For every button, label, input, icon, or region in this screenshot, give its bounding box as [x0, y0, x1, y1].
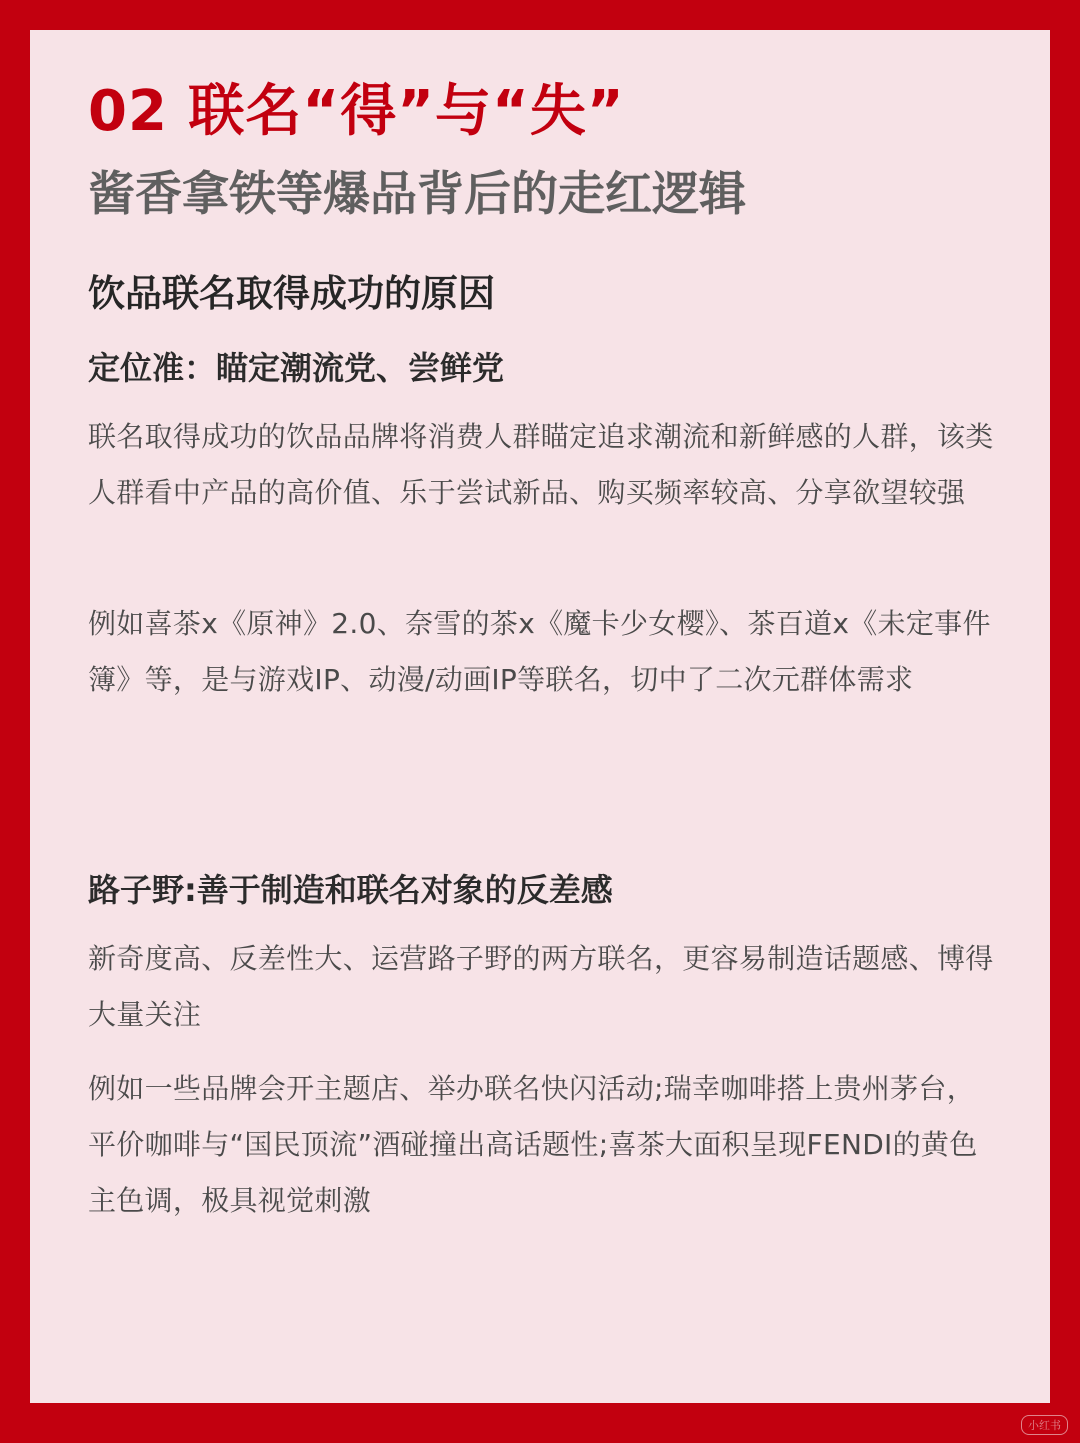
page-subtitle: 酱香拿铁等爆品背后的走红逻辑: [88, 167, 746, 222]
point2-paragraph-2: 例如一些品牌会开主题店、举办联名快闪活动;瑞幸咖啡搭上贵州茅台，平价咖啡与“国民顶流”酒碰撞出高话题性;喜茶大面积呈现FENDI的黄色主色调，极具视觉刺激: [88, 1072, 978, 1217]
point1-paragraph-1: 联名取得成功的饮品品牌将消费人群瞄定追求潮流和新鲜感的人群，该类人群看中产品的高价值、乐于尝试新品、购买频率较高、分享欲望较强: [88, 420, 994, 509]
content-card: [30, 30, 1050, 1403]
point1-heading: 定位准：瞄定潮流党、尝鲜党: [88, 349, 505, 387]
section-heading: 饮品联名取得成功的原因: [88, 272, 495, 315]
watermark-logo: 小红书: [1021, 1415, 1068, 1435]
point2-heading: 路子野:善于制造和联名对象的反差感: [88, 871, 613, 909]
page-title: 02 联名“得”与“失”: [88, 79, 625, 144]
point2-paragraph-1: 新奇度高、反差性大、运营路子野的两方联名，更容易制造话题感、博得大量关注: [88, 942, 994, 1031]
point1-paragraph-2: 例如喜茶x《原神》2.0、奈雪的茶x《魔卡少女樱》、茶百道x《未定事件簿》等，是与游戏IP、动漫/动画IP等联名，切中了二次元群体需求: [88, 607, 991, 696]
